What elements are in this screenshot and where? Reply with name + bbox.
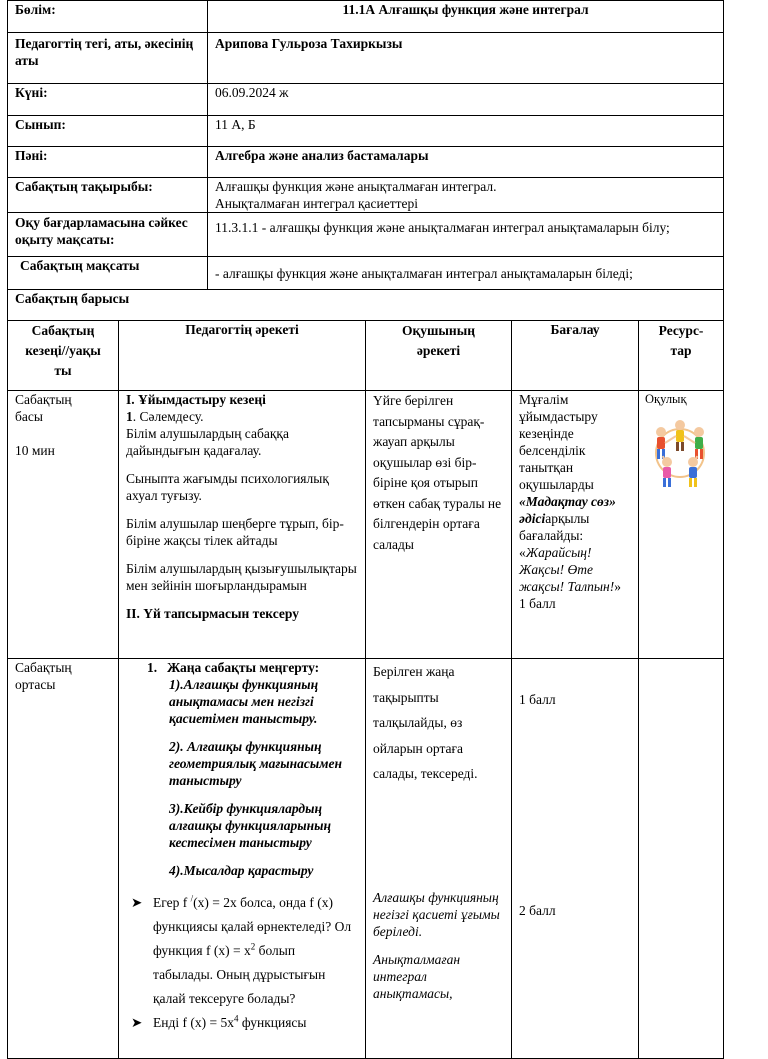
middle-student-p2: Алғашқы функцияның негізгі қасиеті ұғымы беріледі. [373, 889, 500, 939]
stage-middle-l1: Сабақтың [15, 660, 72, 675]
arrow-bullet-icon: ➤ [131, 895, 143, 910]
assess-p2: арқылы бағалайды: « [519, 511, 590, 560]
row-date [8, 84, 724, 116]
q1-part-a: Егер f [153, 895, 191, 910]
assess-p1: Мұғалім ұйымдастыру кезеңінде белсенділік танытқан оқушыларды [519, 392, 598, 492]
row-topic [8, 178, 724, 213]
col-assess: Бағалау [512, 321, 639, 391]
assess-score-1: 1 балл [519, 596, 556, 611]
teacher-value: Арипова Гульроза Тахиркызы [208, 33, 724, 84]
middle-teacher-cell [119, 659, 366, 1059]
teacher-p2: Сыныпта жағымды психологиялық ахуал туғызу. [126, 471, 329, 503]
row-stage-start [8, 391, 724, 659]
q1-part-b: (x) = 2x болса, онда f (x) функциясы қалай өрнектеледі? Ол функция f (x) = x [153, 895, 352, 958]
q2-power: 4 [233, 1013, 239, 1024]
subject-label: Пәні: [8, 147, 208, 178]
section-value: 11.1А Алғашқы функция және интеграл [208, 1, 724, 33]
row-flow [8, 290, 724, 321]
row-teacher [8, 33, 724, 84]
new-lesson-text: Жаңа сабақты меңгерту: [167, 660, 320, 675]
col-res-l2: тар [670, 343, 692, 358]
assess-p3: » [614, 579, 621, 594]
middle-student-p3: Анықталмаған интеграл анықтамасы, [373, 951, 461, 1001]
assess-score-middle-1: 1 балл [519, 692, 556, 707]
kid-2 [675, 420, 685, 451]
teacher-p1: Білім алушылардың сабаққа дайындығын қадағалау. [126, 426, 289, 458]
question-1-text [153, 891, 358, 1011]
question-2 [131, 1011, 358, 1035]
row-goal [8, 257, 724, 290]
kid-5 [688, 457, 698, 487]
stage-middle-l2: ортасы [15, 677, 56, 692]
class-value: 11 А, Б [208, 116, 724, 147]
class-label: Сынып: [8, 116, 208, 147]
goal-label: Сабақтың мақсаты [8, 257, 208, 290]
topic-line-2: Анықталмаған интеграл қасиеттері [215, 196, 419, 211]
question-2-text [153, 1011, 307, 1035]
assess-score-middle-2: 2 балл [519, 903, 556, 918]
assess-phrases: Жарайсың! Жақсы! Өте жақсы! Талпын! [519, 545, 615, 594]
start-resource-cell [639, 391, 724, 659]
middle-student-cell [366, 659, 512, 1059]
col-teacher: Педагогтің әрекеті [119, 321, 366, 391]
section-label: Бөлім: [8, 1, 208, 33]
start-student-cell: Үйге берілген тапсырманы сұрақ-жауап арқылы оқушылар өзі бір-біріне қоя отырып өткен сабақ туралы не білгендерін ортаға салады [366, 391, 512, 659]
stage-start-l2: басы [15, 409, 43, 424]
question-1 [131, 891, 358, 1011]
col-student-l1: Оқушының [401, 323, 476, 338]
kid-1 [656, 427, 666, 459]
kid-4 [662, 457, 672, 487]
topic-line-1: Алғашқы функция және анықталмаған интеграл. [215, 179, 497, 194]
q2-part-b: функциясы [238, 1015, 307, 1030]
row-stage-middle [8, 659, 724, 1059]
stage-start-cell [8, 391, 119, 659]
col-res-l1: Ресурс- [658, 323, 704, 338]
objective-value: 11.3.1.1 - алғашқы функция және анықталмаған интеграл анықтамаларын білу; [208, 213, 724, 257]
step-4: 4).Мысалдар қарастыру [169, 863, 314, 878]
new-lesson-heading [123, 659, 358, 676]
col-student-l2: әрекеті [416, 343, 461, 358]
step-1: 1).Алғашқы функцияның анықтамасы мен негізгі қасиетімен таныстыру. [169, 677, 319, 726]
middle-student-p1: Берілген жаңа тақырыпты талқылайды, өз ойларын ортаға салады, тексереді. [373, 664, 478, 781]
middle-resource-cell [639, 659, 724, 1059]
col-stage-l3: ты [54, 363, 72, 378]
lesson-plan-table [7, 0, 724, 1059]
row-columns [8, 321, 724, 391]
arrow-bullet-icon: ➤ [131, 1015, 143, 1030]
col-stage-l1: Сабақтың [31, 323, 95, 338]
greeting-num: 1 [126, 409, 133, 424]
col-resources [639, 321, 724, 391]
goal-value: - алғашқы функция және анықталмаған интеграл анықтамаларын біледі; [208, 257, 724, 290]
stage-middle-cell [8, 659, 119, 1059]
q1-power: 2 [250, 941, 256, 952]
subject-value: Алгебра және анализ бастамалары [208, 147, 724, 178]
topic-value [208, 178, 724, 213]
objective-label: Оқу бағдарламасына сәйкес оқыту мақсаты: [8, 213, 208, 257]
row-subject [8, 147, 724, 178]
row-section [8, 1, 724, 33]
col-stage-l2: кезеңі//уақы [25, 343, 101, 358]
stage-start-time: 10 мин [15, 443, 55, 458]
col-stage [8, 321, 119, 391]
teacher-label: Педагогтің тегі, аты, әкесінің аты [8, 33, 208, 84]
flow-label: Сабақтың барысы [8, 290, 724, 321]
children-playing-icon [649, 416, 711, 490]
middle-assess-cell [512, 659, 639, 1059]
step-2: 2). Алғашқы функцияның геометриялық мағынасымен таныстыру [169, 739, 343, 788]
col-student [366, 321, 512, 391]
new-lesson-num: 1. [147, 660, 158, 675]
q2-part-a: Енді f (x) = 5x [153, 1015, 234, 1030]
greeting [126, 408, 358, 425]
teacher-p4: Білім алушылардың қызығушылықтары мен зейінін шоғырландырамын [126, 561, 357, 593]
row-class [8, 116, 724, 147]
teacher-p3: Білім алушылар шеңберге тұрып, бір-біріне жақсы тілек айтады [126, 516, 344, 548]
assess-method: «Мадақтау сөз» әдісі [519, 494, 616, 526]
topic-label: Сабақтың тақырыбы: [8, 178, 208, 213]
start-teacher-cell [119, 391, 366, 659]
q1-part-c: болып табылады. Оның дұрыстығын қалай тексеруге болады? [153, 943, 326, 1006]
step-3: 3).Кейбір функциялардың алғашқы функцияларының кестесімен таныстыру [169, 801, 332, 850]
kid-3 [694, 427, 704, 459]
homework-heading: ІІ. Үй тапсырмасын тексеру [126, 606, 299, 621]
date-value: 06.09.2024 ж [208, 84, 724, 116]
row-objective [8, 213, 724, 257]
start-assess-cell [512, 391, 639, 659]
resource-textbook: Оқулық [645, 392, 687, 406]
org-heading: І. Ұйымдастыру кезеңі [126, 392, 266, 407]
stage-start-l1: Сабақтың [15, 392, 72, 407]
greeting-text: . Сәлемдесу. [132, 409, 204, 424]
q1-prime: / [190, 893, 194, 904]
date-label: Күні: [8, 84, 208, 116]
